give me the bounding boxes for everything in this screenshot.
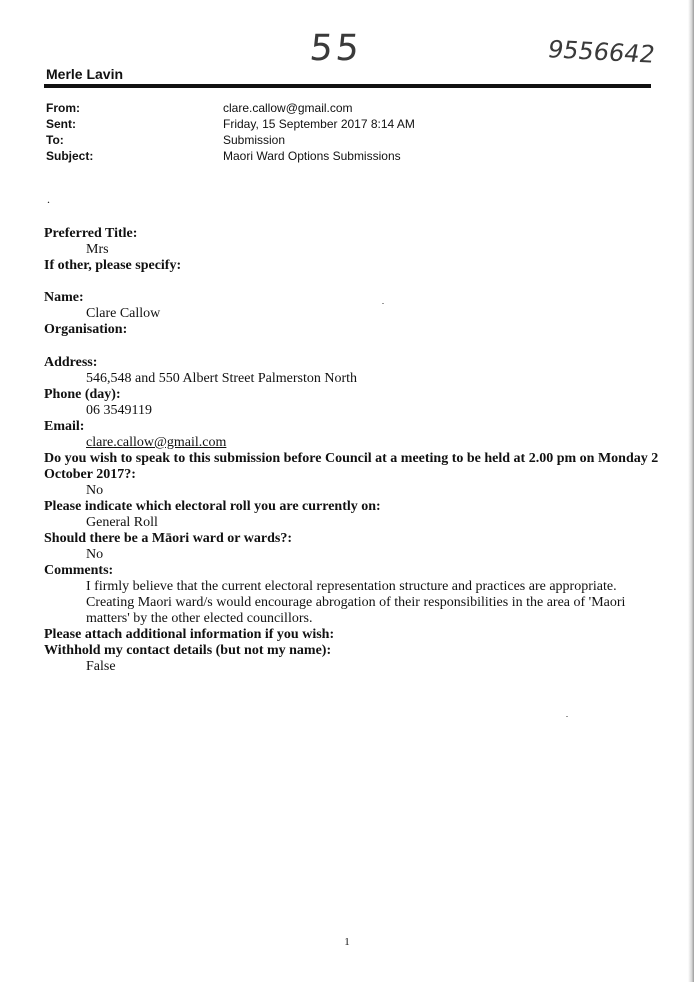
meta-label: Sent:	[46, 117, 76, 131]
scan-speck	[566, 716, 568, 717]
meta-row-subject	[46, 148, 415, 164]
scan-edge	[688, 0, 694, 982]
form-block-name	[44, 290, 664, 338]
meta-row-from	[46, 100, 415, 116]
answer-preferred-title: Mrs	[86, 242, 109, 257]
answer-comments: I firmly believe that the current electoral representation structure and practices are appropriate. Creating Maori ward/s would encourage abrogation of their responsibilities in the area of 'Maori matters' by the other elected councillors.	[86, 579, 626, 626]
question-preferred-title: Preferred Title:	[44, 226, 138, 241]
header-rule	[44, 84, 651, 88]
form-block-title	[44, 226, 664, 274]
question-withhold: Withhold my contact details (but not my name):	[44, 643, 332, 658]
form-block-details	[44, 355, 664, 675]
question-if-other: If other, please specify:	[44, 258, 182, 273]
meta-label: To:	[46, 133, 64, 147]
meta-label: From:	[46, 101, 80, 115]
answer-phone: 06 3549119	[86, 403, 152, 418]
question-email: Email:	[44, 419, 85, 434]
question-ward: Should there be a Māori ward or wards?:	[44, 531, 292, 546]
question-address: Address:	[44, 355, 98, 370]
stray-dot: .	[47, 192, 50, 206]
meta-value: Friday, 15 September 2017 8:14 AM	[223, 117, 415, 131]
meta-row-to	[46, 132, 415, 148]
answer-address: 546,548 and 550 Albert Street Palmerston North	[86, 371, 358, 386]
header-name: Merle Lavin	[46, 66, 124, 82]
answer-ward: No	[86, 547, 104, 562]
question-speak: Do you wish to speak to this submission before Council at a meeting to be held at 2.00 pm on Monday 2 October 2017?:	[44, 451, 659, 482]
meta-label: Subject:	[46, 149, 94, 163]
answer-roll: General Roll	[86, 515, 158, 530]
page-number: 1	[344, 936, 350, 948]
meta-value: Submission	[223, 133, 286, 147]
meta-value: clare.callow@gmail.com	[223, 101, 353, 115]
handwritten-reference: 9556642	[545, 35, 658, 69]
question-comments: Comments:	[44, 563, 114, 578]
meta-value: Maori Ward Options Submissions	[223, 149, 401, 163]
question-organisation: Organisation:	[44, 322, 128, 337]
handwritten-number: 55	[307, 28, 364, 69]
question-name: Name:	[44, 290, 84, 305]
question-attach: Please attach additional information if you wish:	[44, 627, 335, 642]
answer-email-link[interactable]: clare.callow@gmail.com	[86, 435, 227, 450]
meta-row-sent	[46, 116, 415, 132]
answer-name: Clare Callow	[86, 306, 161, 321]
question-roll: Please indicate which electoral roll you are currently on:	[44, 499, 381, 514]
email-meta	[46, 100, 415, 164]
answer-speak: No	[86, 483, 104, 498]
question-phone: Phone (day):	[44, 387, 121, 402]
answer-withhold: False	[86, 659, 116, 674]
scan-speck	[382, 303, 384, 304]
